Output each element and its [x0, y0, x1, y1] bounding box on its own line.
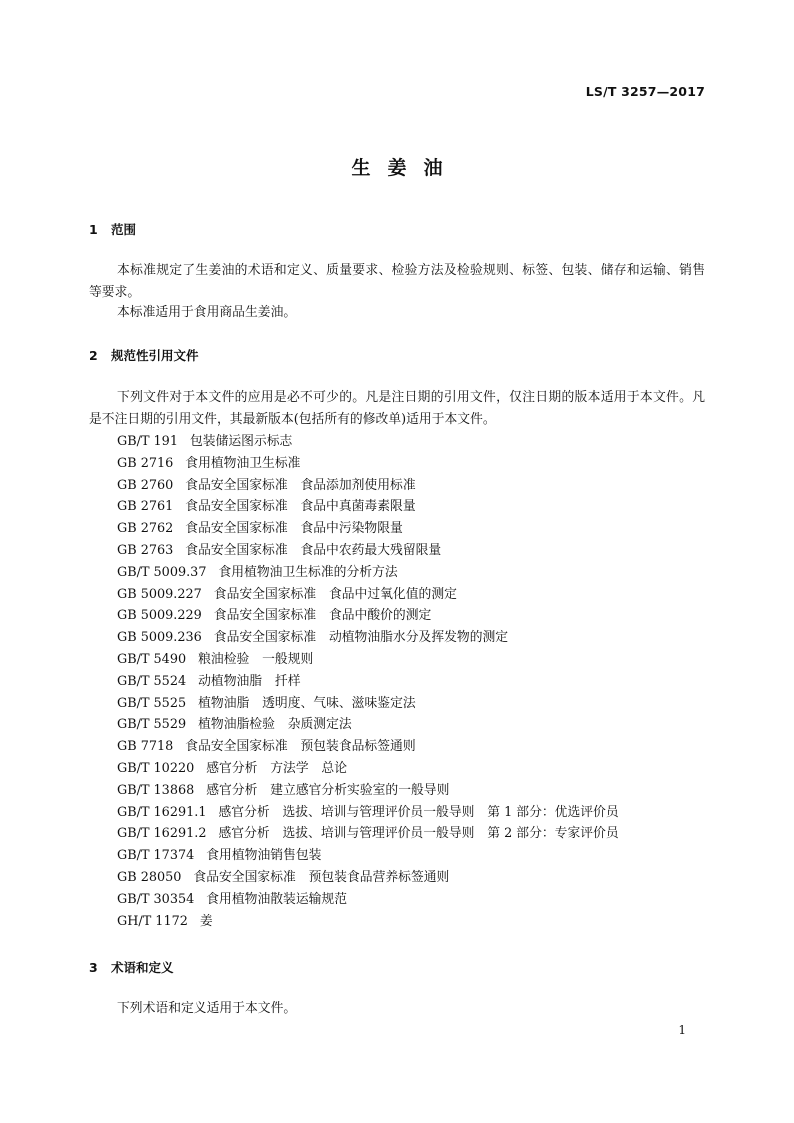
reference-code: GB 7718 [117, 739, 174, 755]
reference-title: 食品安全国家标准 动植物油脂水分及挥发物的测定 [213, 630, 509, 646]
section-2-paragraph-1: 下列文件对于本文件的应用是必不可少的。凡是注日期的引用文件，仅注日期的版本适用于本文件。凡是不注日期的引用文件，其最新版本(包括所有的修改单)适用于本文件。 [89, 390, 705, 427]
normative-references-list [117, 431, 619, 932]
reference-item [117, 496, 619, 518]
reference-code: GB/T 16291.2 [117, 826, 207, 842]
reference-title: 植物油脂 透明度、气味、滋味鉴定法 [198, 695, 416, 711]
document-title: 生姜油 [351, 157, 460, 179]
section-title: 规范性引用文件 [111, 348, 199, 363]
reference-title: 食品安全国家标准 食品中过氧化值的测定 [213, 586, 457, 602]
reference-title: 食品安全国家标准 食品中酸价的测定 [213, 608, 432, 624]
reference-title: 食用植物油销售包装 [206, 848, 322, 864]
reference-title: 粮油检验 一般规则 [198, 651, 314, 667]
reference-title: 食品安全国家标准 食品添加剂使用标准 [185, 477, 416, 493]
reference-item [117, 562, 619, 584]
section-number: 2 [89, 348, 98, 363]
section-2-heading [89, 348, 199, 364]
reference-item [117, 780, 619, 802]
reference-code: GB/T 17374 [117, 848, 195, 864]
reference-code: GB 5009.227 [117, 586, 202, 602]
reference-item [117, 453, 619, 475]
section-number: 1 [89, 222, 98, 237]
reference-item [117, 845, 619, 867]
reference-code: GB/T 191 [117, 434, 178, 449]
reference-code: GB/T 5525 [117, 695, 187, 711]
reference-item [117, 889, 619, 911]
section-title: 术语和定义 [111, 960, 174, 975]
reference-title: 感官分析 方法学 总论 [206, 760, 348, 776]
reference-code: GB 5009.229 [117, 608, 202, 624]
reference-code: GB/T 16291.1 [117, 804, 207, 820]
section-3-paragraph-1: 下列术语和定义适用于本文件。 [117, 1001, 297, 1016]
section-1-paragraph-2: 本标准适用于食用商品生姜油。 [117, 305, 297, 320]
reference-item [117, 649, 619, 671]
reference-title: 食用植物油卫生标准 [185, 455, 301, 471]
reference-code: GB 2716 [117, 455, 174, 471]
reference-title: 感官分析 选拔、培训与管理评价员一般导则 第 2 部分：专家评价员 [218, 826, 619, 842]
reference-item [117, 693, 619, 715]
reference-item [117, 802, 619, 824]
reference-code: GB/T 10220 [117, 760, 195, 776]
reference-item [117, 867, 619, 889]
standard-number: LS/T 3257—2017 [585, 84, 705, 99]
reference-title: 包装储运图示标志 [189, 434, 293, 449]
reference-title: 食用植物油卫生标准的分析方法 [218, 564, 398, 580]
reference-item [117, 584, 619, 606]
reference-title: 植物油脂检验 杂质测定法 [198, 717, 352, 733]
reference-item [117, 736, 619, 758]
reference-item [117, 627, 619, 649]
reference-code: GB 2760 [117, 477, 174, 493]
reference-code: GB/T 5529 [117, 717, 187, 733]
reference-code: GB/T 30354 [117, 891, 195, 907]
reference-item [117, 540, 619, 562]
reference-code: GB/T 5524 [117, 673, 187, 689]
reference-code: GB 2763 [117, 542, 174, 558]
reference-item [117, 823, 619, 845]
reference-title: 姜 [199, 913, 213, 929]
reference-title: 食用植物油散装运输规范 [206, 891, 348, 907]
reference-item [117, 758, 619, 780]
reference-item [117, 431, 619, 453]
reference-code: GB/T 13868 [117, 782, 195, 798]
reference-item [117, 714, 619, 736]
reference-title: 感官分析 建立感官分析实验室的一般导则 [206, 782, 450, 798]
section-number: 3 [89, 960, 98, 975]
reference-item [117, 475, 619, 497]
reference-code: GB 5009.236 [117, 630, 202, 646]
reference-code: GH/T 1172 [117, 913, 188, 929]
section-3-heading [89, 960, 174, 976]
section-1-paragraph-1: 本标准规定了生姜油的术语和定义、质量要求、检验方法及检验规则、标签、包装、储存和运输、销售等要求。 [89, 263, 705, 300]
reference-title: 食品安全国家标准 食品中污染物限量 [185, 521, 403, 537]
page-number: 1 [678, 1023, 686, 1037]
reference-code: GB/T 5490 [117, 651, 187, 667]
reference-title: 食品安全国家标准 食品中农药最大残留限量 [185, 542, 442, 558]
reference-title: 感官分析 选拔、培训与管理评价员一般导则 第 1 部分：优选评价员 [218, 804, 619, 820]
reference-item [117, 605, 619, 627]
reference-title: 动植物油脂 扦样 [198, 673, 301, 689]
reference-title: 食品安全国家标准 食品中真菌毒素限量 [185, 499, 416, 515]
reference-code: GB 28050 [117, 869, 182, 885]
section-1-heading [89, 222, 136, 238]
reference-code: GB/T 5009.37 [117, 564, 207, 580]
reference-item [117, 671, 619, 693]
reference-code: GB 2762 [117, 521, 174, 537]
reference-item [117, 911, 619, 933]
reference-code: GB 2761 [117, 499, 174, 515]
reference-title: 食品安全国家标准 预包装食品营养标签通则 [193, 869, 450, 885]
section-title: 范围 [111, 222, 137, 237]
reference-item [117, 518, 619, 540]
reference-title: 食品安全国家标准 预包装食品标签通则 [185, 739, 416, 755]
